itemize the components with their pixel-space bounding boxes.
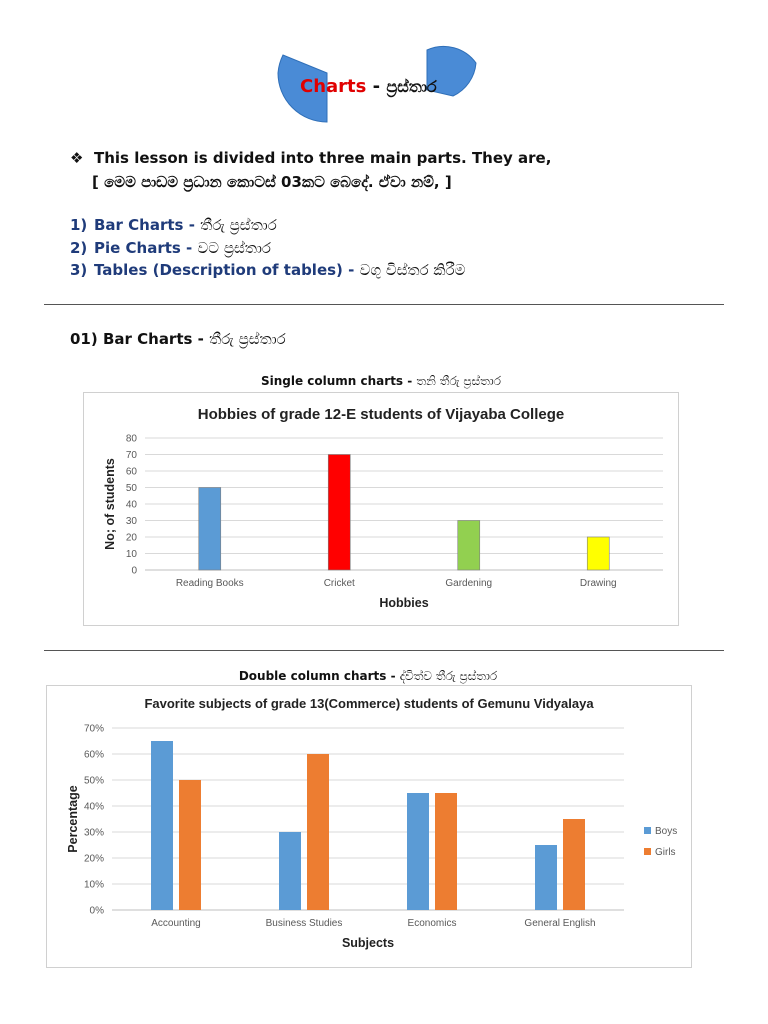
y-tick-label: 0% xyxy=(89,905,104,917)
divider xyxy=(44,650,724,651)
bar xyxy=(151,741,173,910)
y-tick-label: 0 xyxy=(131,565,137,577)
list-item-number: 3) xyxy=(70,261,88,279)
list-item-english: Bar Charts - xyxy=(94,216,201,234)
y-tick-label: 20 xyxy=(125,532,137,544)
y-tick-label: 40% xyxy=(83,801,104,813)
caption-sinhala: ද්විත්ව තීරු ප්‍රස්තාර xyxy=(399,669,498,683)
list-item-sinhala: වගු විස්තර කිරීම xyxy=(359,261,466,279)
bar xyxy=(587,537,609,570)
bar xyxy=(199,488,221,571)
y-tick-label: 40 xyxy=(125,499,137,511)
list-item-english: Pie Charts - xyxy=(94,238,198,257)
chart-caption-double xyxy=(46,669,690,684)
x-tick-label: General English xyxy=(524,918,596,929)
parts-list xyxy=(70,214,465,282)
chart-title: Favorite subjects of grade 13(Commerce) students of Gemunu Vidyalaya xyxy=(144,696,594,711)
bar xyxy=(563,819,585,910)
bar xyxy=(435,793,457,910)
list-item-sinhala: තීරු ප්‍රස්තාර xyxy=(200,216,277,234)
y-axis-title: Percentage xyxy=(66,785,80,853)
y-tick-label: 50% xyxy=(83,775,104,787)
x-tick-label: Gardening xyxy=(445,578,493,589)
section-heading xyxy=(70,330,286,348)
x-tick-label: Drawing xyxy=(579,578,617,589)
legend-label: Girls xyxy=(655,847,676,858)
list-item-number: 1) xyxy=(70,216,88,234)
legend-swatch xyxy=(644,848,651,855)
intro-paragraph xyxy=(70,146,551,194)
list-item xyxy=(70,237,465,260)
caption-english: Double column charts - xyxy=(238,669,400,683)
y-tick-label: 30% xyxy=(83,827,104,839)
bar xyxy=(535,845,557,910)
intro-line-english: This lesson is divided into three main parts. They are, xyxy=(94,149,552,167)
page-title-english: Charts xyxy=(300,76,367,97)
y-tick-label: 50 xyxy=(125,483,137,494)
y-tick-label: 60 xyxy=(125,466,137,478)
x-tick-label: Cricket xyxy=(323,578,355,589)
chart-hobbies-box xyxy=(83,392,679,626)
list-item-english: Tables (Description of tables) - xyxy=(94,261,360,279)
chart-title: Hobbies of grade 12-E students of Vijayaba College xyxy=(197,406,565,423)
x-tick-label: Reading Books xyxy=(175,578,244,589)
y-tick-label: 20% xyxy=(83,853,104,865)
title-area xyxy=(0,0,768,130)
legend-label: Boys xyxy=(655,826,678,837)
bar xyxy=(307,754,329,910)
y-tick-label: 10% xyxy=(83,879,104,891)
y-tick-label: 10 xyxy=(125,549,137,560)
chart-subjects-box xyxy=(46,685,692,968)
intro-line-sinhala: [ මෙම පාඩම ප්‍රධාන කොටස් 03කට බෙදේ. ඒවා නම්, ] xyxy=(92,173,452,191)
list-item xyxy=(70,214,465,237)
page-title xyxy=(300,76,437,97)
chart-subjects xyxy=(47,686,691,967)
bar xyxy=(179,780,201,910)
x-tick-label: Business Studies xyxy=(265,918,343,929)
chart-caption-single xyxy=(84,374,678,389)
x-axis-title: Subjects xyxy=(341,936,395,950)
y-axis-title: No; of students xyxy=(103,458,117,550)
y-tick-label: 30 xyxy=(125,516,137,527)
list-item-number: 2) xyxy=(70,238,88,257)
y-tick-label: 70% xyxy=(83,723,104,735)
legend-swatch xyxy=(644,827,651,834)
x-tick-label: Accounting xyxy=(151,918,201,929)
chart-hobbies xyxy=(84,393,678,625)
list-item xyxy=(70,259,465,282)
x-axis-title: Hobbies xyxy=(379,596,429,610)
divider xyxy=(44,304,724,305)
bar xyxy=(458,521,480,571)
section-heading-sinhala: තීරු ප්‍රස්තාර xyxy=(209,330,286,348)
bar xyxy=(407,793,429,910)
y-tick-label: 80 xyxy=(125,433,137,445)
y-tick-label: 70 xyxy=(125,450,137,461)
caption-english: Single column charts - xyxy=(260,374,417,388)
list-item-sinhala: වට ප්‍රස්තාර xyxy=(197,238,271,257)
x-tick-label: Economics xyxy=(407,918,457,929)
diamond-bullet-icon: ❖ xyxy=(70,149,84,167)
page-title-sinhala: ප්‍රස්තාර xyxy=(386,77,437,96)
section-heading-english: 01) Bar Charts - xyxy=(70,330,210,348)
page-title-separator: - xyxy=(366,76,387,97)
caption-sinhala: තනි තීරු ප්‍රස්තාර xyxy=(416,374,502,388)
bar xyxy=(279,832,301,910)
y-tick-label: 60% xyxy=(83,749,104,761)
title-decoration xyxy=(0,0,768,130)
bar xyxy=(328,455,350,571)
